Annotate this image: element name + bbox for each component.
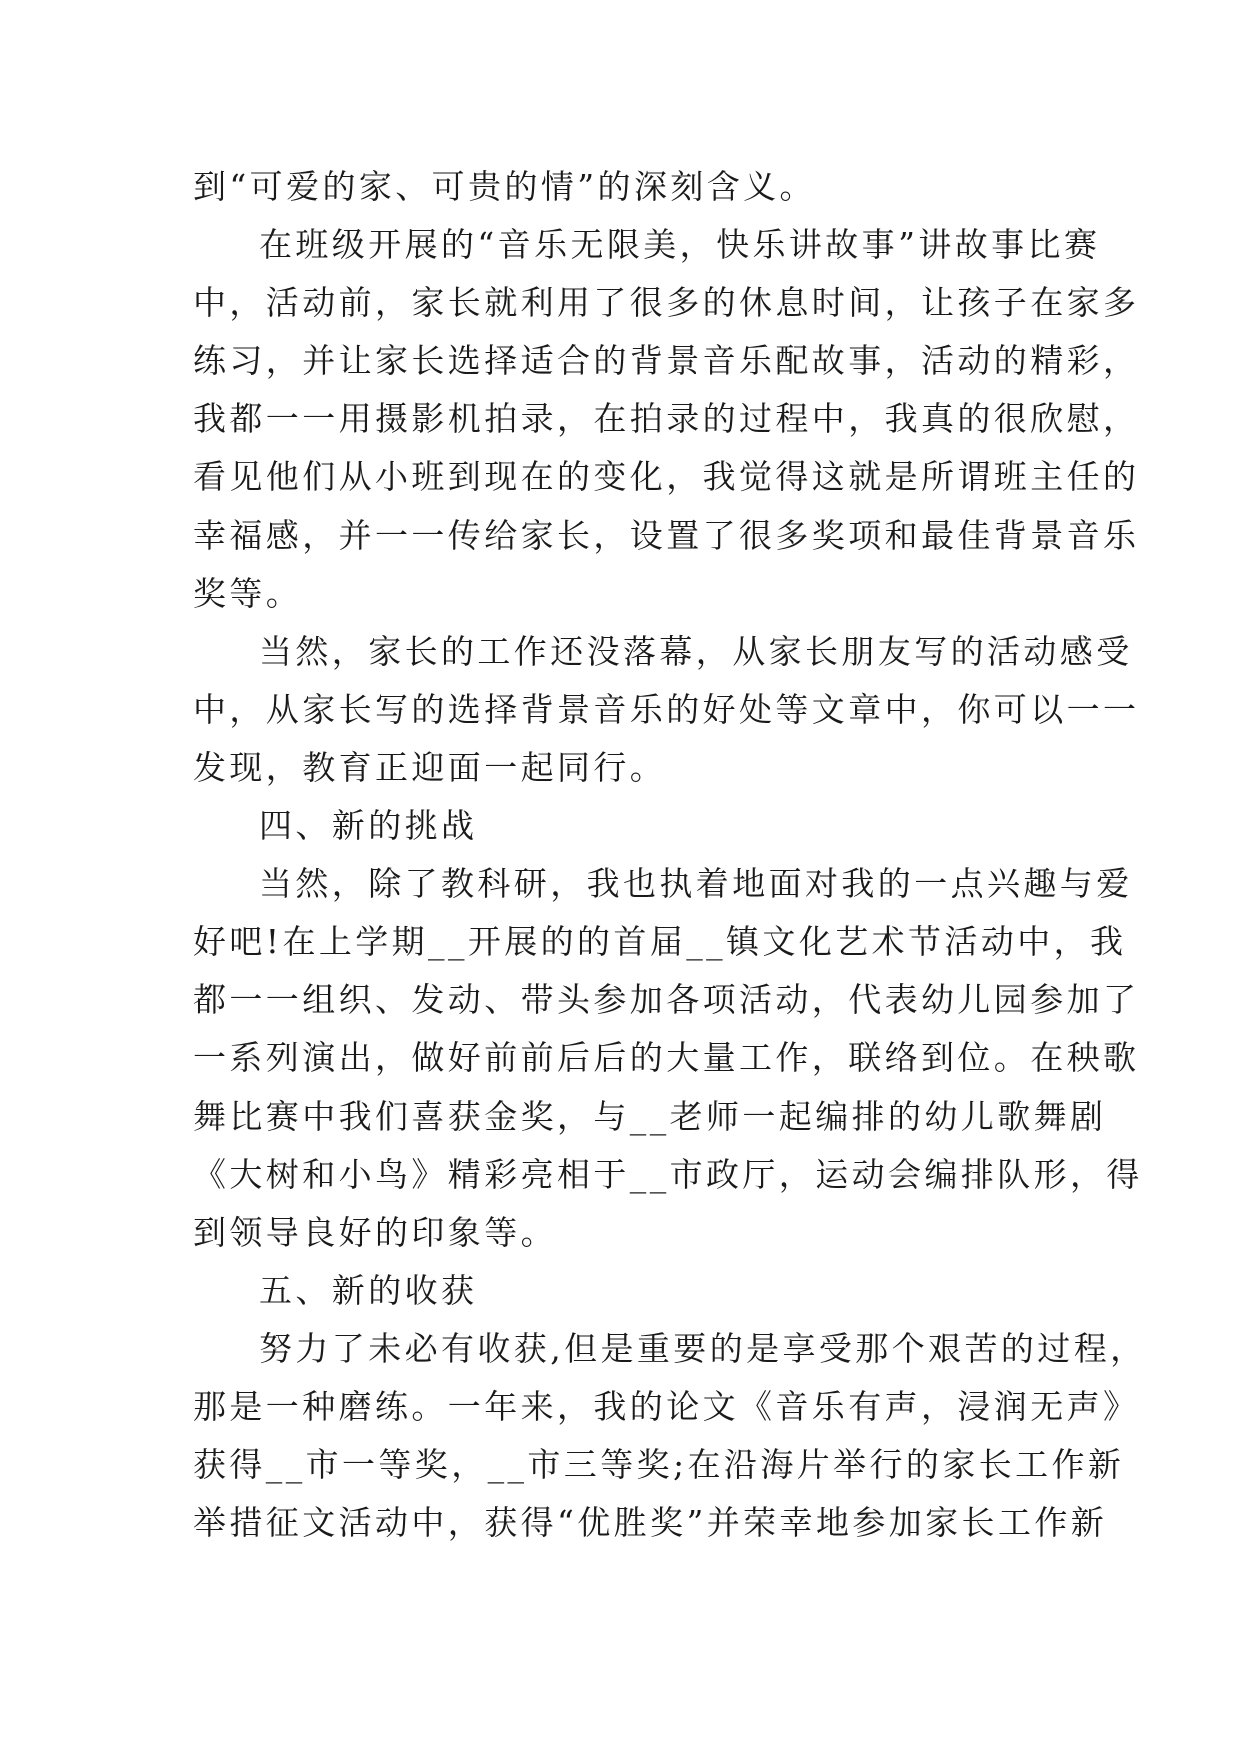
text-line: 获得__市一等奖，__市三等奖;在沿海片举行的家长工作新 xyxy=(193,1445,1125,1485)
text-line: 那是一种磨练。一年来，我的论文《音乐有声，浸润无声》 xyxy=(193,1386,1140,1426)
text-line: 到领导良好的印象等。 xyxy=(193,1212,557,1252)
text-line: 《大树和小鸟》精彩亮相于__市政厅，运动会编排队形，得 xyxy=(193,1154,1143,1194)
paragraph-start-line: 当然，家长的工作还没落幕，从家长朋友写的活动感受 xyxy=(259,631,1133,671)
text-line: 到“可爱的家、可贵的情”的深刻含义。 xyxy=(193,167,816,206)
text-line: 举措征文活动中，获得“优胜奖”并荣幸地参加家长工作新 xyxy=(193,1503,1108,1543)
paragraph-start-line: 当然，除了教科研，我也执着地面对我的一点兴趣与爱 xyxy=(259,864,1133,904)
text-line: 一系列演出，做好前前后后的大量工作，联络到位。在秧歌 xyxy=(193,1038,1140,1078)
text-line: 舞比赛中我们喜获金奖，与__老师一起编排的幼儿歌舞剧 xyxy=(193,1096,1107,1136)
text-line: 幸福感，并一一传给家长，设置了很多奖项和最佳背景音乐 xyxy=(193,515,1140,555)
section-heading: 四、新的挑战 xyxy=(259,806,478,846)
text-line: 我都一一用摄影机拍录，在拍录的过程中，我真的很欣慰， xyxy=(193,399,1140,439)
paragraph-start-line: 努力了未必有收获,但是重要的是享受那个艰苦的过程， xyxy=(259,1328,1147,1368)
text-line: 好吧!在上学期__开展的的首届__镇文化艺术节活动中，我 xyxy=(193,922,1127,962)
text-line: 看见他们从小班到现在的变化，我觉得这就是所谓班主任的 xyxy=(193,457,1140,497)
text-line: 练习，并让家长选择适合的背景音乐配故事，活动的精彩， xyxy=(193,341,1140,381)
text-line: 都一一组织、发动、带头参加各项活动，代表幼儿园参加了 xyxy=(193,980,1140,1020)
text-line: 奖等。 xyxy=(193,573,303,613)
section-heading: 五、新的收获 xyxy=(259,1270,478,1310)
paragraph-start-line: 在班级开展的“音乐无限美，快乐讲故事”讲故事比赛 xyxy=(259,225,1101,265)
text-line: 中，活动前，家长就利用了很多的休息时间，让孩子在家多 xyxy=(193,283,1140,323)
text-line: 中，从家长写的选择背景音乐的好处等文章中，你可以一一 xyxy=(193,689,1140,729)
text-line: 发现，教育正迎面一起同行。 xyxy=(193,747,667,787)
document-body xyxy=(193,158,1147,1552)
